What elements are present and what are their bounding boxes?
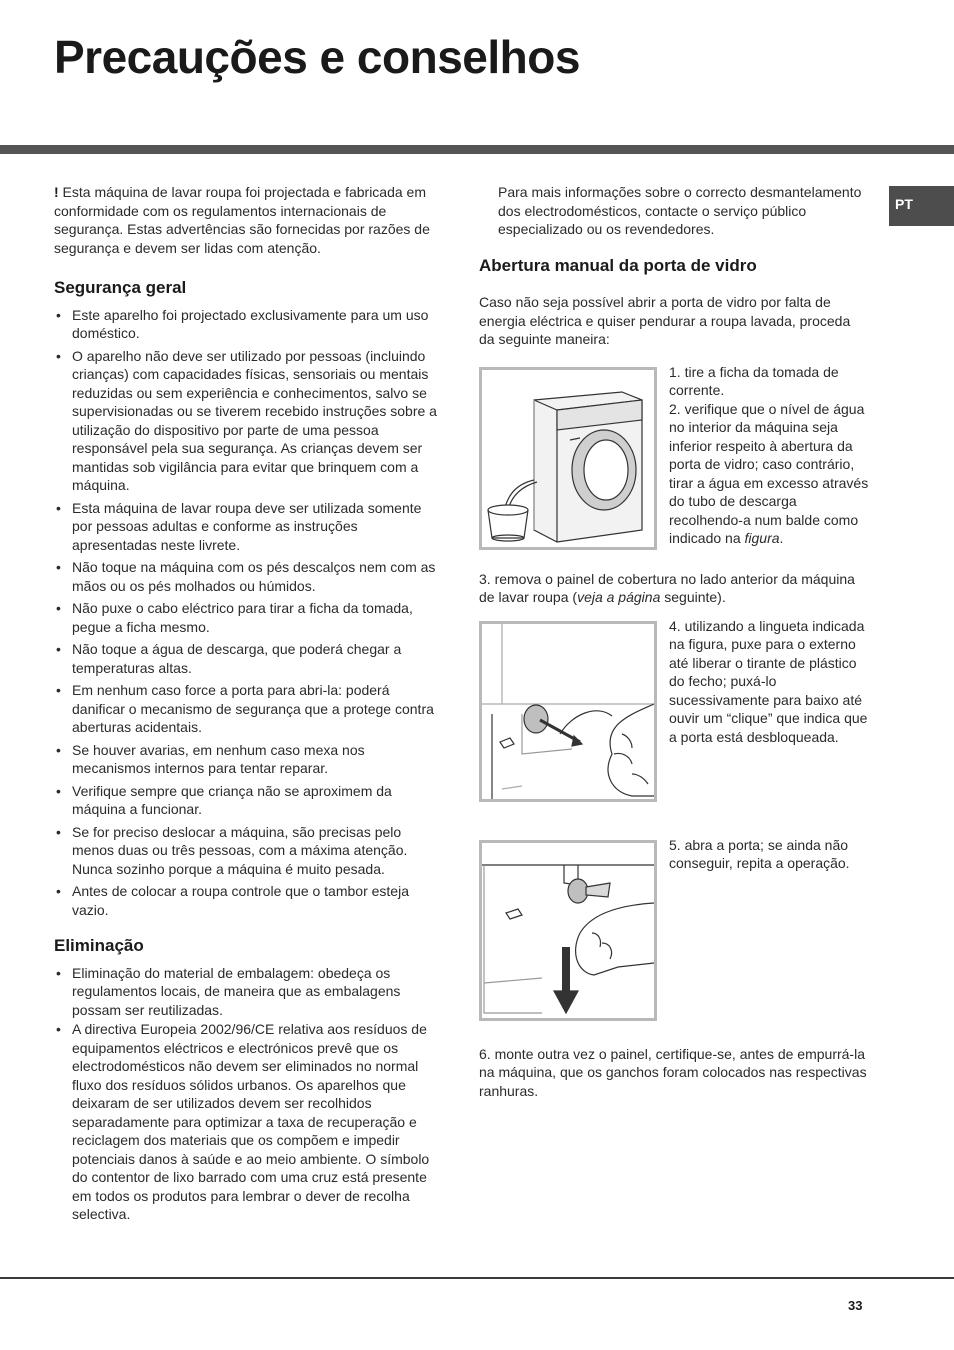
figure-reference: figura: [744, 530, 780, 546]
figure-latch-down: [479, 840, 657, 1021]
section-heading-eliminacao: Eliminação: [54, 936, 144, 955]
page-title: Precauções e conselhos: [54, 31, 580, 83]
list-item: • Não toque na máquina com os pés descalços nem com as mãos ou os pés molhados ou húmidos.: [54, 558, 444, 595]
figure-latch-pull: [479, 621, 657, 802]
intro-paragraph: [54, 183, 444, 257]
left-column: [54, 183, 444, 1225]
steps-1-2: [669, 363, 869, 548]
intro-text: Esta máquina de lavar roupa foi projectada e fabricada em conformidade com os regulamentos internacionais de segurança. Estas advertências são fornecidas por razões de segurança e devem ser lidas com atenção.: [54, 184, 430, 256]
list-item: • Eliminação do material de embalagem: obedeça os regulamentos locais, de maneira que as embalagens possam ser reutilizadas.: [54, 964, 444, 1020]
eliminacao-continuation: Para mais informações sobre o correcto desmantelamento dos electrodomésticos, contacte o serviço público especializado ou os revendedores.: [498, 184, 862, 237]
step-3: [479, 570, 869, 607]
footer-divider: [0, 1277, 954, 1279]
list-item: • A directiva Europeia 2002/96/CE relativa aos resíduos de equipamentos eléctricos e electrónicos prevê que os electrodomésticos não devem ser eliminados no normal fluxo dos resíduos sólidos urbanos. Os aparelhos que deixaram de ser utilizados devem ser recolhidos separadamente para optimizar a taxa de recuperação e reciclagem dos materiais que os compõem e impedir potenciais danos à saúde e ao meio ambiente. O símbolo do contentor de lixo barrado com uma cruz está presente em todos os produtos para lembrar o dever de recolha selectiva.: [54, 1020, 444, 1224]
list-item: • Não toque a água de descarga, que poderá chegar a temperaturas altas.: [54, 640, 444, 677]
page-reference: veja a página: [577, 589, 661, 605]
list-item: • O aparelho não deve ser utilizado por pessoas (incluindo crianças) com capacidades físicas, sensoriais ou mentais reduzidas ou sem experiência e conhecimentos, salvo se supervisionadas ou se tiverem recebido instruções sobre a utilização do dispositivo por parte de uma pessoa responsável pela sua segurança. As crianças devem ser mantidas sob vigilância para evitar que brinquem com a máquina.: [54, 347, 444, 495]
language-tab: PT: [889, 186, 954, 226]
figure-washer-drain: [479, 367, 657, 550]
list-item: • Antes de colocar a roupa controle que o tambor esteja vazio.: [54, 882, 444, 919]
header-divider: [0, 145, 954, 154]
latch-down-illustration: [482, 843, 654, 1018]
list-item: • Se houver avarias, em nenhum caso mexa nos mecanismos internos para tentar reparar.: [54, 741, 444, 778]
seguranca-list: [54, 306, 444, 920]
washer-drain-illustration: [482, 370, 654, 547]
section-heading-abertura: Abertura manual da porta de vidro: [479, 255, 757, 275]
list-item: • Esta máquina de lavar roupa deve ser utilizada somente por pessoas adultas e conforme as instruções apresentadas neste livrete.: [54, 499, 444, 555]
eliminacao-list: [54, 964, 444, 1224]
step-4: 4. utilizando a lingueta indicada na figura, puxe para o externo até liberar o tirante de plástico do fecho; puxá-lo sucessivamente para baixo até ouvir um “clique” que indica que a porta está desbloqueada.: [669, 617, 868, 745]
figure-row-2: [479, 617, 869, 802]
steps-1-2-text: 1. tire a ficha da tomada de corrente. 2. verifique que o nível de água no interior da máquina seja inferior respeito à abertura da porta de vidro; caso contrário, tirar a água em excesso através do tubo de descarga recolhendo-a num balde como indicado na: [669, 363, 869, 546]
page-number: 33: [848, 1298, 863, 1313]
list-item: • Verifique sempre que criança não se aproximem da máquina a funcionar.: [54, 782, 444, 819]
list-item: • Se for preciso deslocar a máquina, são precisas pelo menos duas ou três pessoas, com a máxima atenção. Nunca sozinho porque a máquina é muito pesada.: [54, 823, 444, 879]
steps-1-2-end: .: [779, 530, 784, 546]
latch-pull-illustration: [482, 624, 654, 799]
right-column: [479, 183, 869, 1100]
figure-row-3: [479, 836, 869, 1021]
step-5: 5. abra a porta; se ainda não conseguir, repita a operação.: [669, 836, 850, 871]
list-item: • Este aparelho foi projectado exclusivamente para um uso doméstico.: [54, 306, 444, 343]
step-3-text: 3. remova o painel de cobertura no lado anterior da máquina de lavar roupa (: [479, 570, 855, 605]
section-heading-seguranca: Segurança geral: [54, 278, 187, 297]
step-6: 6. monte outra vez o painel, certifique-se, antes de empurrá-la na máquina, que os ganchos foram colocados nas respectivas ranhuras.: [479, 1045, 867, 1099]
abertura-intro: Caso não seja possível abrir a porta de vidro por falta de energia eléctrica e quiser pendurar a roupa lavada, proceda da seguinte maneira:: [479, 294, 851, 347]
list-item: • Em nenhum caso force a porta para abri-la: poderá danificar o mecanismo de segurança que a protege contra aberturas acidentais.: [54, 681, 444, 737]
figure-row-1: [479, 363, 869, 550]
list-item: • Não puxe o cabo eléctrico para tirar a ficha da tomada, pegue a ficha mesmo.: [54, 599, 444, 636]
warning-mark: !: [54, 184, 59, 200]
step-3-end: seguinte).: [660, 589, 726, 605]
